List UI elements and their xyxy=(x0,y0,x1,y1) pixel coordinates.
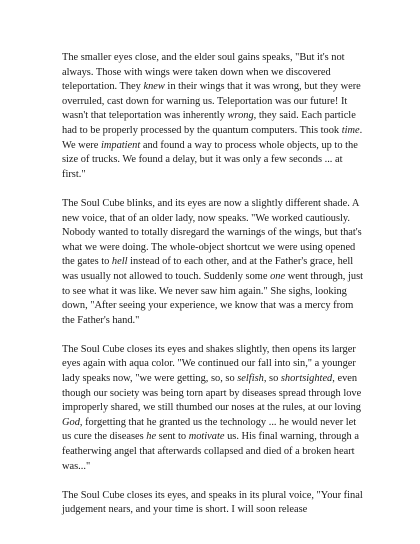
italic-run: one xyxy=(270,270,286,282)
text-run: went through, just to see what it was like. We never saw him again." She sighs, looking down, "After seeing your experience, we know that was a mercy from the Father's hand." xyxy=(62,270,364,326)
paragraph xyxy=(62,51,366,182)
text-run: , even though our society was being torn apart by diseases spread through love improperly shared, we still thumbed our noses at the rules, at our loving xyxy=(62,373,362,414)
body-text xyxy=(62,51,366,533)
italic-run: motivate xyxy=(188,431,225,443)
italic-run: knew xyxy=(143,81,165,93)
text-run: The Soul Cube blinks, and its eyes are now a slightly different shade. A new voice, that of an older lady, now speaks. "We worked cautiously. Nobody wanted to totally disregard the warnings of the wings, but that's what we were doing. The whole-object shortcut we were using opened the gates to xyxy=(62,197,362,268)
paragraph xyxy=(62,489,366,518)
text-run: , so xyxy=(263,373,281,385)
italic-run: wrong xyxy=(227,110,254,122)
text-run: us. His final warning, through a featherwing angel that afterwards collapsed and died of a broken heart was..." xyxy=(62,431,359,472)
italic-run: he xyxy=(146,431,157,443)
text-run: The Soul Cube closes its eyes and shakes slightly, then opens its larger eyes again with aqua color. "We continued our fall into sin," a younger lady speaks now, "we were getting, so, so xyxy=(62,343,356,385)
text-run: sent to xyxy=(156,431,189,443)
text-run: . We were xyxy=(62,124,363,151)
text-run: , they said. Each particle had to be properly processed by the quantum computers. This took xyxy=(62,110,356,136)
text-run: The Soul Cube closes its eyes, and speaks in its plural voice, "Your final judgement nears, and your time is short. I will soon release xyxy=(62,489,363,516)
italic-run: impatient xyxy=(100,139,141,151)
text-run: The smaller eyes close, and the elder soul gains speaks, "But it's not always. Those with wings were taken down when we discovered teleportation. They xyxy=(62,52,345,93)
italic-run: selfish xyxy=(237,373,264,385)
italic-run: God xyxy=(62,416,80,428)
text-run: instead of to each other, and at the Father's grace, hell was usually not allowed to touch. Suddenly some xyxy=(62,256,354,282)
italic-run: shortsighted xyxy=(280,373,333,385)
text-run: , forgetting that he granted us the technology ... he would never let us cure the diseases xyxy=(62,416,357,443)
italic-run: hell xyxy=(111,256,128,268)
paragraph xyxy=(62,197,366,328)
paragraph xyxy=(62,343,366,474)
text-run: in their wings that it was wrong, but they were overruled, cast down for warning us. Teleportation was our future! It wasn't that teleportation was inherently xyxy=(62,81,361,122)
text-run: and found a way to process whole objects, up to the size of trucks. We found a delay, but it was only a few seconds ... at first." xyxy=(62,139,358,180)
italic-run: time xyxy=(341,124,360,136)
